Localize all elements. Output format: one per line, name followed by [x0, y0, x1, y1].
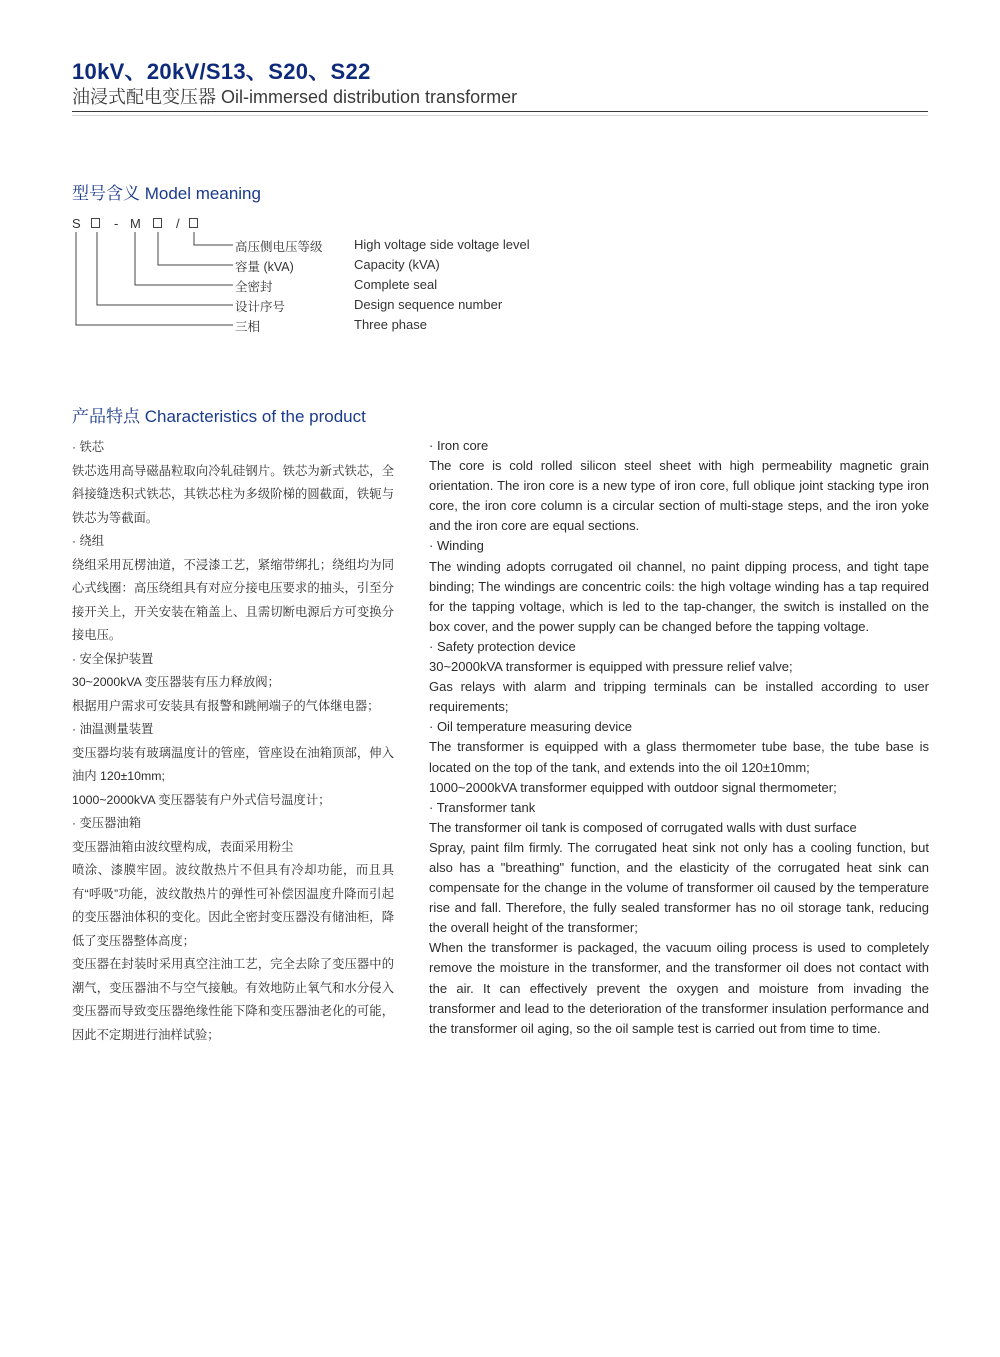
characteristics-en-column [429, 436, 929, 1039]
code-dash: - [114, 216, 119, 231]
connector-voltage [194, 232, 233, 245]
code-s: S [72, 216, 81, 231]
cn-paragraph: 变压器在封装时采用真空注油工艺，完全去除了变压器中的潮气，变压器油不与空气接触。有效地防止氧气和水分侵入变压器而导致变压器绝缘性能下降和变压器油老化的可能，因此不定期进行油样试验； [72, 957, 394, 1042]
en-paragraph: The winding adopts corrugated oil channel, no paint dipping process, and tight tape binding; The windings are concentric coils: the high voltage winding has a tap required for the tapping voltage, which is led to the tap-changer, the switch is installed on the box cover, and the power supply can be changed before the tapping voltage. [429, 558, 929, 634]
code-m: M [130, 216, 141, 231]
cn-paragraph: 30~2000kVA 变压器装有压力释放阀； [72, 675, 280, 689]
characteristics-cn-column [72, 436, 394, 1047]
model-label-cn: 全密封 [235, 280, 273, 294]
cn-paragraph: 1000~2000kVA 变压器装有户外式信号温度计； [72, 792, 331, 807]
model-label-en: High voltage side voltage level [354, 237, 530, 252]
page-title: 10kV、20kV/S13、S20、S22 [72, 59, 371, 84]
en-paragraph: The core is cold rolled silicon steel sheet with high permeability magnetic grain orientation. The iron core is a new type of iron core, full oblique joint stacking type iron core, the iron core column is a circular section of multi-stage steps, and the iron yoke and the iron core are equal sections. [429, 458, 929, 534]
model-label-en: Capacity (kVA) [354, 257, 440, 272]
cn-bullet-safety: · 安全保护装置 [72, 651, 154, 666]
model-label-cn: 三相 [235, 320, 261, 334]
cn-paragraph: 铁芯选用高导磁晶粒取向冷轧硅钢片。铁芯为新式铁芯，全斜接缝迭积式铁芯，其铁芯柱为多级阶梯的圆截面，铁轭与铁芯为等截面。 [72, 463, 394, 525]
cn-paragraph: 变压器均装有玻璃温度计的管座，管座设在油箱顶部，伸入油内 120±10mm; [72, 745, 394, 783]
en-paragraph: The transformer oil tank is composed of corrugated walls with dust surface [429, 819, 857, 835]
cn-paragraph: 绕组采用瓦楞油道，不浸漆工艺，紧缩带绑扎；绕组均为同心式线圈：高压绕组具有对应分接电压要求的抽头，引至分接开关上，开关安装在箱盖上、且需切断电源后方可变换分接电压。 [72, 557, 394, 642]
cn-paragraph: 喷涂、漆膜牢固。波纹散热片不但具有冷却功能，而且具有“呼吸”功能，波纹散热片的弹性可补偿因温度升降而引起的变压器油体积的变化。因此全密封变压器没有储油柜，降低了变压器整体高度； [72, 863, 394, 948]
en-bullet-oil-temp: · Oil temperature measuring device [429, 719, 633, 735]
en-bullet-tank: · Transformer tank [429, 799, 536, 815]
connector-phase [76, 232, 233, 325]
en-bullet-safety: · Safety protection device [429, 638, 576, 654]
connector-capacity [158, 232, 233, 265]
en-paragraph: Gas relays with alarm and tripping terminals can be installed according to user requirements; [429, 679, 929, 715]
cn-paragraph: 根据用户需求可安装具有报警和跳闸端子的气体继电器； [72, 698, 380, 713]
model-label-en: Design sequence number [354, 297, 503, 312]
en-paragraph: Spray, paint film firmly. The corrugated heat sink not only has a cooling function, but also has a "breathing" function, and the elasticity of the corrugated heat sink can compensate for the change in the volume of transformer oil caused by the temperature rise and fall. Therefore, the fully sealed transformer has no oil storage tank, reducing the overall height of the transformer; [429, 839, 929, 936]
characteristics-heading: 产品特点 Characteristics of the product [72, 407, 366, 426]
cn-bullet-oil-temp: · 油温测量装置 [72, 722, 154, 736]
model-label-cn: 容量 (kVA) [235, 260, 294, 274]
en-paragraph: 1000~2000kVA transformer equipped with outdoor signal thermometer; [429, 779, 837, 795]
model-label-cn: 设计序号 [235, 300, 286, 314]
model-label-cn: 高压侧电压等级 [235, 240, 323, 254]
model-meaning-heading: 型号含义 Model meaning [72, 184, 261, 203]
page-subtitle: 油浸式配电变压器 Oil-immersed distribution transformer [72, 87, 518, 107]
en-bullet-winding: · Winding [429, 538, 484, 554]
connector-design [97, 232, 233, 305]
model-label-en: Complete seal [354, 277, 438, 292]
en-paragraph: The transformer is equipped with a glass thermometer tube base, the tube base is located on the top of the tank, and extends into the oil 120±10mm; [429, 739, 929, 775]
en-paragraph: 30~2000kVA transformer is equipped with pressure relief valve; [429, 659, 793, 675]
cn-bullet-tank: · 变压器油箱 [72, 816, 141, 830]
cn-paragraph: 变压器油箱由波纹壁构成，表面采用粉尘 [72, 839, 294, 854]
code-slash: / [176, 216, 180, 231]
en-paragraph: When the transformer is packaged, the vacuum oiling process is used to completely remove the moisture in the transformer, and the transformer oil does not contact with the air. It can effectively prevent the oxygen and moisture from invading the transformer and lead to the deterioration of the transformer insulation performance and the transformer oil aging, so the oil sample test is carried out from time to time. [429, 940, 929, 1036]
cn-bullet-winding: · 绕组 [72, 534, 105, 548]
cn-bullet-iron-core: · 铁芯 [72, 440, 105, 454]
connector-seal [135, 232, 233, 285]
en-bullet-iron-core: · Iron core [429, 438, 489, 453]
model-label-en: Three phase [354, 317, 427, 332]
